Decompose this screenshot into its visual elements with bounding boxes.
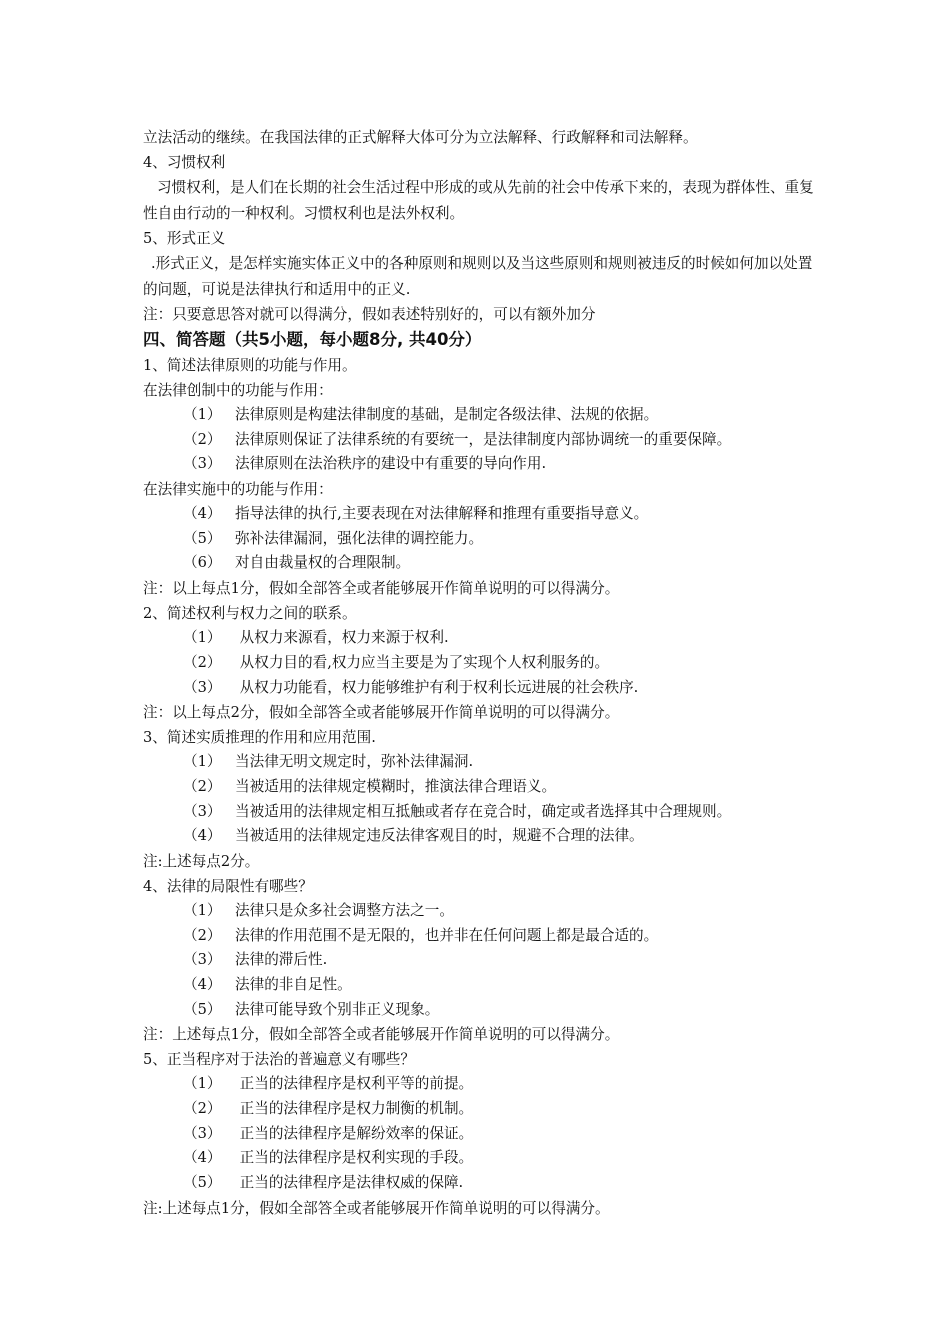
item-text: 法律的滞后性. bbox=[235, 951, 328, 969]
item-text: 法律只是众多社会调整方法之一。 bbox=[235, 901, 454, 919]
term-definition: 习惯权利，是人们在长期的社会生活过程中形成的或从先前的社会中传承下来的，表现为群体性、重复性自由行动的一种权利。习惯权利也是法外权利。 bbox=[143, 179, 814, 222]
note: 注:上述每点2分。 bbox=[143, 852, 260, 870]
item-text: 从权力目的看,权力应当主要是为了实现个人权利服务的。 bbox=[235, 653, 610, 671]
item-text: 当被适用的法律规定相互抵触或者存在竞合时，确定或者选择其中合理规则。 bbox=[235, 802, 732, 820]
item-text: 法律原则在法治秩序的建设中有重要的导向作用. bbox=[235, 455, 547, 473]
item-number: （1） bbox=[183, 901, 222, 919]
list-item bbox=[143, 800, 823, 825]
item-number: （3） bbox=[183, 455, 222, 473]
item-number: （6） bbox=[183, 554, 222, 572]
item-text: 法律的非自足性。 bbox=[235, 976, 352, 993]
item-number: （1） bbox=[183, 406, 222, 423]
item-text: 正当的法律程序是权力制衡的机制。 bbox=[235, 1100, 474, 1118]
term-definition: .形式正义，是怎样实施实体正义中的各种原则和规则以及当这些原则和规则被违反的时候如何加以处置的问题，可说是法律执行和适用中的正义. bbox=[143, 255, 813, 298]
term-title: 5、形式正义 bbox=[143, 230, 226, 247]
question-title: 2、简述权利与权力之间的联系。 bbox=[143, 605, 357, 623]
list-item bbox=[143, 502, 823, 527]
item-text: 法律的作用范围不是无限的，也并非在任何问题上都是最合适的。 bbox=[235, 926, 659, 944]
answer-list bbox=[143, 502, 823, 576]
list-item bbox=[143, 527, 823, 552]
list-item bbox=[143, 1171, 823, 1196]
item-text: 从权力来源看，权力来源于权利. bbox=[235, 629, 449, 647]
document-page bbox=[143, 125, 823, 1221]
list-item bbox=[143, 428, 823, 453]
answer-list bbox=[143, 626, 823, 700]
item-number: （2） bbox=[183, 430, 222, 448]
item-number: （4） bbox=[183, 827, 222, 845]
item-number: （5） bbox=[183, 529, 222, 547]
item-number: （3） bbox=[183, 951, 222, 969]
list-item bbox=[143, 551, 823, 576]
item-text: 正当的法律程序是解纷效率的保证。 bbox=[235, 1124, 474, 1142]
list-item bbox=[143, 626, 823, 651]
item-number: （2） bbox=[183, 926, 222, 944]
item-text: 当被适用的法律规定违反法律客观目的时，规避不合理的法律。 bbox=[235, 827, 644, 845]
item-text: 正当的法律程序是法律权威的保障. bbox=[235, 1174, 464, 1192]
item-number: （2） bbox=[183, 777, 222, 795]
note: 注：上述每点1分，假如全部答全或者能够展开作简单说明的可以得满分。 bbox=[143, 1026, 620, 1044]
item-number: （1） bbox=[183, 1075, 222, 1093]
item-number: （4） bbox=[183, 976, 222, 993]
item-text: 法律原则是构建法律制度的基础，是制定各级法律、法规的依据。 bbox=[235, 406, 659, 423]
answer-list bbox=[143, 899, 823, 1022]
list-item bbox=[143, 1146, 823, 1171]
item-text: 正当的法律程序是权利平等的前提。 bbox=[235, 1075, 474, 1093]
item-text: 对自由裁量权的合理限制。 bbox=[235, 554, 411, 572]
list-item bbox=[143, 824, 823, 849]
list-item bbox=[143, 924, 823, 949]
list-item bbox=[143, 676, 823, 701]
note: 注：以上每点1分，假如全部答全或者能够展开作简单说明的可以得满分。 bbox=[143, 580, 620, 598]
item-number: （5） bbox=[183, 1000, 222, 1018]
item-text: 正当的法律程序是权利实现的手段。 bbox=[235, 1149, 474, 1167]
list-item bbox=[143, 973, 823, 998]
item-text: 法律可能导致个别非正义现象。 bbox=[235, 1000, 440, 1018]
list-item bbox=[143, 403, 823, 428]
item-text: 法律原则保证了法律系统的有要统一，是法律制度内部协调统一的重要保障。 bbox=[235, 430, 732, 448]
question-title: 4、法律的局限性有哪些？ bbox=[143, 877, 313, 895]
subheading: 在法律实施中的功能与作用： bbox=[143, 481, 333, 499]
item-number: （4） bbox=[183, 505, 222, 523]
paragraph-line: 立法活动的继续。在我国法律的正式解释大体可分为立法解释、行政解释和司法解释。 bbox=[143, 129, 698, 146]
item-number: （1） bbox=[183, 753, 222, 771]
item-text: 当被适用的法律规定模糊时，推演法律合理语义。 bbox=[235, 777, 557, 795]
question-title: 5、正当程序对于法治的普遍意义有哪些？ bbox=[143, 1051, 415, 1069]
list-item bbox=[143, 1097, 823, 1122]
note: 注：以上每点2分，假如全部答全或者能够展开作简单说明的可以得满分。 bbox=[143, 704, 620, 722]
term-title: 4、习惯权利 bbox=[143, 154, 226, 171]
answer-list bbox=[143, 403, 823, 477]
list-item bbox=[143, 1072, 823, 1097]
answer-list bbox=[143, 1072, 823, 1195]
list-item bbox=[143, 651, 823, 676]
list-item bbox=[143, 452, 823, 477]
list-item bbox=[143, 899, 823, 924]
section-heading: 四、简答题（共5小题，每小题8分, 共40分） bbox=[143, 330, 482, 349]
item-number: （5） bbox=[183, 1174, 222, 1192]
question-title: 3、简述实质推理的作用和应用范围. bbox=[143, 729, 376, 747]
list-item bbox=[143, 998, 823, 1023]
list-item bbox=[143, 775, 823, 800]
item-number: （2） bbox=[183, 1100, 222, 1118]
item-text: 指导法律的执行,主要表现在对法律解释和推理有重要指导意义。 bbox=[235, 505, 649, 523]
item-text: 弥补法律漏洞，强化法律的调控能力。 bbox=[235, 529, 484, 547]
item-number: （4） bbox=[183, 1149, 222, 1167]
item-text: 当法律无明文规定时，弥补法律漏洞. bbox=[235, 753, 474, 771]
item-number: （2） bbox=[183, 653, 222, 671]
note: 注:上述每点1分，假如全部答全或者能够展开作简单说明的可以得满分。 bbox=[143, 1199, 610, 1217]
list-item bbox=[143, 948, 823, 973]
item-number: （1） bbox=[183, 629, 222, 647]
list-item bbox=[143, 1122, 823, 1147]
list-item bbox=[143, 750, 823, 775]
item-number: （3） bbox=[183, 678, 222, 696]
note: 注：只要意思答对就可以得满分，假如表述特别好的，可以有额外加分 bbox=[143, 306, 596, 323]
item-text: 从权力功能看，权力能够维护有利于权利长远进展的社会秩序. bbox=[235, 678, 639, 696]
subheading: 在法律创制中的功能与作用： bbox=[143, 382, 333, 399]
question-title: 1、简述法律原则的功能与作用。 bbox=[143, 357, 357, 374]
item-number: （3） bbox=[183, 802, 222, 820]
answer-list bbox=[143, 750, 823, 849]
item-number: （3） bbox=[183, 1124, 222, 1142]
